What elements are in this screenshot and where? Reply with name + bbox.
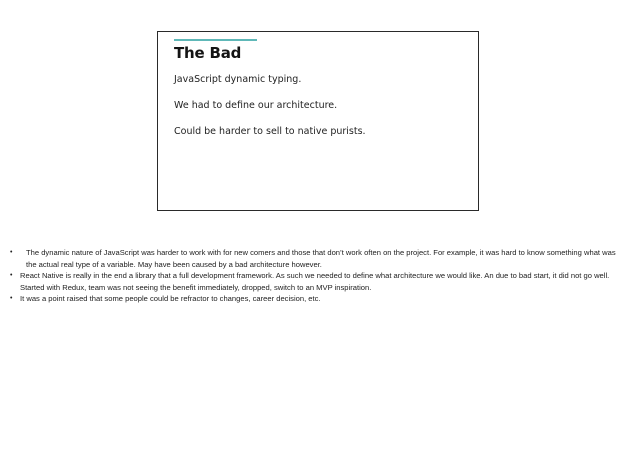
note-item	[10, 270, 620, 293]
slide-thumbnail	[157, 31, 479, 211]
speaker-notes	[10, 247, 620, 305]
slide-bullet-list	[174, 74, 366, 152]
note-item	[10, 293, 620, 305]
bullet-icon: •	[10, 295, 13, 303]
bullet-icon: •	[10, 272, 13, 280]
title-accent-bar	[174, 39, 257, 41]
note-text: The dynamic nature of JavaScript was harder to work with for new comers and those that don’t work often on the project. For example, it was hard to know something what was the actual real type of a variable. May have been caused by a bad architecture however.	[26, 248, 616, 269]
slide-title: The Bad	[174, 44, 242, 62]
slide-bullet: Could be harder to sell to native purists.	[174, 126, 366, 137]
note-text: React Native is really in the end a library that a full development framework. As such we needed to define what architecture we would like. An due to bad start, it did not go well. Started with Redux, team was not seeing the benefit immediately, dropped, switch to an MVP inspiration.	[20, 271, 610, 292]
note-text: It was a point raised that some people could be refractor to changes, career decision, etc.	[20, 294, 321, 304]
bullet-icon: •	[10, 249, 13, 256]
note-item	[10, 247, 620, 270]
slide-bullet: JavaScript dynamic typing.	[174, 74, 302, 85]
slide-bullet: We had to define our architecture.	[174, 100, 338, 111]
